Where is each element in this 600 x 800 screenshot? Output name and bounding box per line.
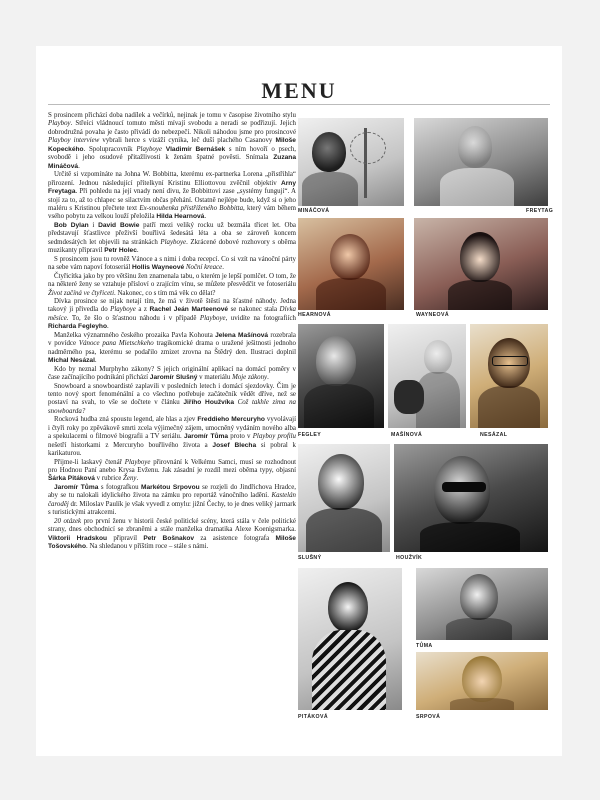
credited-name: Petr Holec — [104, 247, 137, 255]
credited-name: Jaromír Slušný — [149, 374, 198, 382]
text-run: . — [107, 323, 109, 331]
italic-title: Dívka měsíce — [48, 306, 296, 322]
text-run: připravil — [107, 534, 144, 542]
article-paragraph — [48, 171, 296, 222]
text-run: . — [136, 247, 139, 255]
text-run: . — [136, 475, 139, 483]
article-paragraph — [48, 416, 296, 458]
text-run: . Zkrácené dobové rozhovory s oběma muzikanty připravil — [48, 238, 296, 255]
caption-nesazal: NESÁZAL — [480, 432, 508, 438]
text-run: . — [94, 357, 97, 365]
italic-title: Playboy — [48, 120, 71, 128]
article-paragraph — [48, 273, 296, 298]
credited-name: Freddieho Mercuryho — [197, 416, 265, 424]
italic-title: Noční kreace — [185, 264, 223, 272]
text-run: Kdo by neznal Murphyho zákony? S jejich originální aplikací na domácí poměry v čase začínajícího podnikání přichází — [48, 365, 296, 382]
credited-name: Michal Nesázal — [48, 357, 95, 365]
photo-hearnova — [298, 218, 404, 310]
text-run: se rozjeli do Jindřichova Hradce, aby se tu nalokali idylického života na zámku pro reportáž vánočního ladění. — [48, 483, 296, 500]
text-run: . Střeíci vládnoucí tomuto městi mívají svobodu a neradi se podřizují. Jejich dobrodružná povaha je často přivádí do nebezpečí. Nikoli náhodou jsme pro prosincové — [48, 120, 296, 136]
article-paragraph — [48, 256, 296, 273]
article-text-column — [48, 112, 296, 552]
title-rule — [48, 104, 550, 105]
text-run: , uvidíte na fotografiích — [225, 314, 296, 322]
credited-name: Jelena Mašínová — [215, 331, 269, 339]
credited-name: Jaromír Tůma — [54, 483, 99, 491]
photo-fegley — [298, 324, 384, 428]
text-run: tragikomické drama o uražené ješitnosti jednoho nadměrného psa, kterému se podařilo zmizet zrovna na Štědrý den. Ilustraci doplnil — [48, 340, 297, 356]
photo-houzvik — [394, 444, 548, 552]
text-run: v rubrice — [94, 475, 124, 483]
credited-name: Viktorii Hradskou — [48, 534, 108, 542]
text-run: . To, že šlo o šťastnou náhodu i v případě — [66, 314, 200, 322]
photo-tuma — [416, 568, 548, 640]
text-run: Čtyřicítka jako by pro většinu žen znamenala tabu, o kterém je lepší pomlčet. O tom, že na některé ženy se vztahuje přísloví o zrajícím vínu, se můžete přesvědčit ve fotoseriálu — [48, 272, 296, 289]
article-paragraph — [48, 222, 296, 256]
text-run: S prosincem jsou tu rovněž Vánoce a s nimi i doba recepcí. Co si vzít na vánoční párty na sebe vám napoví fotoseriál — [48, 255, 296, 272]
text-run: . — [78, 162, 80, 170]
credited-name: Arny Freytaga — [48, 179, 296, 196]
credited-name: Josef Blecha — [212, 441, 257, 449]
italic-title: Playboye — [110, 306, 136, 314]
credited-name: Richarda Fegleyho — [48, 323, 107, 331]
text-run: s fotografkou — [98, 483, 141, 491]
text-run: i — [88, 221, 99, 229]
credited-name: Bob Dylan — [54, 221, 89, 229]
caption-houzvik: HOUŽVÍK — [396, 555, 423, 561]
italic-title: Playboy interview — [48, 137, 100, 145]
text-run: Dívka prosince se nijak netají tím, že má v životě štěstí na šťastné náhody. Jedna takový ji přivedla do — [48, 297, 296, 314]
text-run: . Spolupracovník — [83, 145, 137, 153]
magazine-page — [36, 46, 562, 756]
italic-title: Což takhle zima na snowboarda? — [48, 399, 296, 415]
text-run: rozebrala v povídce — [48, 331, 296, 348]
italic-title: 20 otázek — [54, 517, 82, 525]
text-run: . — [267, 374, 269, 382]
italic-title: Život začíná ve čtyřiceti — [48, 289, 115, 297]
text-run: s ním hovoří o psech, svobodě i jeho osudové přitažlivosti k ženám špatné pověsti. Snímala — [48, 145, 296, 162]
text-run: pro první ženu v historii české politické scény, která stála v čele politické strany, dnes obchodnicí se zbraněmi a stále manželka dramatika Alexe Koenigsmarka. — [48, 517, 296, 534]
caption-srpova: SRPOVÁ — [416, 714, 441, 720]
credited-name: Rachel Jeán Marteenové — [149, 306, 229, 314]
photo-pitakova — [298, 568, 402, 710]
text-run: . Nakonec, co s tím má věk co dělat? — [114, 289, 216, 297]
photo-srpova — [416, 652, 548, 710]
text-run: vyvolávají i čtyři roky po zpěvákově smrti zcela výjimečný zájem, umocněný vydáním nového alba a spekulacemi o filmové biografii a TV seriálu. — [48, 416, 297, 441]
caption-masinova: MAŠÍNOVÁ — [391, 432, 423, 438]
text-run: Přijme-li laskavý čtenář — [54, 458, 125, 466]
text-run: a z — [135, 306, 150, 314]
article-paragraph — [48, 298, 296, 332]
credited-name: Markétou Srpovou — [141, 483, 200, 491]
text-run: S prosincem přichází doba nadílek a večírků, nejinak je tomu v časopise životního stylu — [48, 112, 296, 119]
italic-title: Playboye — [136, 145, 162, 153]
text-run: vybrali herce s vizáží cynika, leč duší plachého Casanovy — [99, 137, 276, 145]
photo-slusny — [298, 444, 390, 552]
page-title: MENU — [261, 78, 337, 103]
caption-slusny: SLUŠNÝ — [298, 555, 322, 561]
credited-name: Jiřího Houžvíka — [183, 399, 235, 407]
text-run: si pobral k karikaturou. — [48, 441, 296, 458]
text-run: . Na shledanou v příštím roce – stále s námi. — [86, 543, 209, 551]
caption-minacova: MINÁČOVÁ — [298, 208, 330, 214]
text-run: přirovnání k Velkému Samci, musí se rozhodnout pro Hodnou Paní anebo Krysa Evženu. Jak zásadní je rozdíl mezi oběma typy, objasní — [48, 458, 296, 475]
credited-name: Miloše Tošovského — [48, 534, 296, 551]
credited-name: Šárka Pitáková — [48, 475, 95, 483]
text-run: v materiálu — [197, 374, 233, 382]
article-paragraph — [48, 366, 296, 383]
italic-title: Kastelán čaroděj — [48, 492, 296, 508]
caption-hearnova: HEARNOVÁ — [298, 312, 331, 318]
credited-name: Hilda Hearnová — [156, 213, 205, 221]
article-paragraph — [48, 518, 296, 552]
article-paragraph — [48, 112, 296, 171]
text-run: , který vám během vsého pobytu za velkou louží přeložila — [48, 204, 296, 221]
text-run: . — [204, 213, 207, 221]
credited-name: Miloše Kopeckého — [48, 137, 296, 153]
text-run: za asistence fotografa — [194, 534, 276, 542]
caption-pitakova: PITÁKOVÁ — [298, 714, 329, 720]
text-run: Snowboard a snowboardisté zaplavili v posledních letech i domácí sjezdovky. Čím je tento nový sport fenoménální a co všechno potřebuje začátečník vědět dříve, než se postaví na svah, to vše se dočtete v článku — [48, 382, 296, 407]
photo-wayneova — [414, 218, 548, 310]
article-paragraph — [48, 383, 296, 417]
italic-title: Playboye — [199, 314, 226, 322]
caption-wayneova: WAYNEOVÁ — [416, 312, 449, 318]
italic-title: Playboye — [124, 458, 151, 466]
photo-minacova — [298, 118, 404, 206]
italic-title: Ženy — [123, 475, 137, 483]
text-run: se nakonec stala — [228, 306, 280, 314]
italic-title: Playboye — [160, 238, 187, 246]
caption-freytag: FREYTAG — [526, 208, 554, 214]
text-run: . — [222, 264, 224, 272]
italic-title: Vánoce pana Mietschkeho — [78, 340, 154, 348]
credited-name: Hollis Wayneové — [132, 264, 185, 272]
text-run: nešetří historkami z Mercuryho bouřlivého života a — [48, 441, 213, 449]
italic-title: Moje zákony — [232, 374, 268, 382]
caption-tuma: TŮMA — [416, 643, 433, 649]
text-run: proto v — [228, 433, 253, 441]
text-run: dr. Miloslav Paulík je však vyvedl z omylu: jižní Čechy, to je dnes veliký jarmark s turistickými atrakcemi. — [48, 500, 296, 517]
photo-freytag — [414, 118, 548, 206]
article-paragraph — [48, 459, 296, 484]
text-run: . Při pohledu na její vnady není divu, že Bobbittovi zase „systémy fungují“. A stojí za to, až to chlapec se silactvím občas přehání. Ostatně nejlépe bude, když si o jeho maléru s Kristinou přečtete text — [48, 188, 296, 212]
text-run: Určitě si vzpomínáte na Johna W. Bobbitta, kterému ex-partnerka Lorena „přistřihla“ přirození. Jednou následující přítelkyní Kristinu Elliottovou zvěčnil objektiv — [48, 171, 296, 187]
text-run: patří mezi veliký rocku už bezmála třicet let. Oba představují šťastlivce přeživší bouřlivá šedesátá léta a oba se zároveň koncem sedmdesátých let objevili na stránkách — [48, 221, 296, 246]
credited-name: Jaromír Tůma — [183, 433, 229, 441]
credited-name: Petr Bošnakov — [143, 534, 195, 542]
text-run: Manželka významného českého prozaika Pavla Kohouta — [54, 331, 216, 339]
credited-name: Zuzana Mináčová — [48, 154, 296, 170]
photo-nesazal — [470, 324, 548, 428]
caption-fegley: FEGLEY — [298, 432, 322, 438]
italic-title: Ex-snoubenka přistřiženého Bobbitta — [139, 204, 244, 212]
photo-masinova — [388, 324, 466, 428]
credited-name: David Bowie — [98, 221, 140, 229]
article-paragraph — [48, 484, 296, 518]
credited-name: Vladimír Bernášek — [165, 145, 226, 153]
italic-title: Playboy profilu — [252, 433, 297, 441]
article-paragraph — [48, 332, 296, 366]
text-run: Rocková hudba zná spoustu legend, ale hlas a zjev — [54, 416, 198, 424]
